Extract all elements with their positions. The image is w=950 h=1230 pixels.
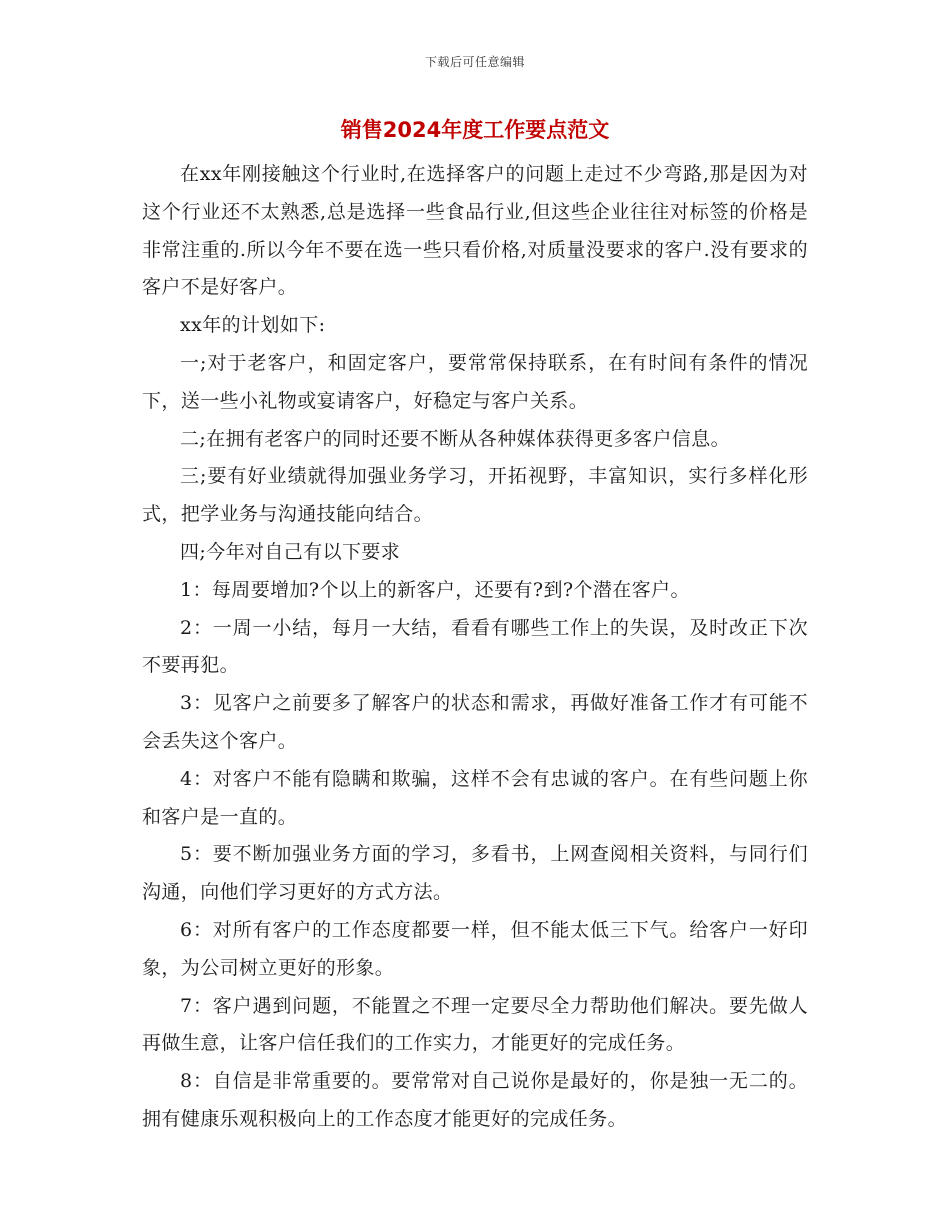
paragraph-plan-heading: xx年的计划如下: — [180, 314, 326, 337]
paragraph-item-4: 四;今年对自己有以下要求 — [180, 540, 401, 563]
paragraph-requirement-2: 2：一周一小结，每月一大结，看看有哪些工作上的失误，及时改正下次不要再犯。 — [142, 616, 808, 677]
paragraph-requirement-8: 8：自信是非常重要的。要常常对自己说你是最好的，你是独一无二的。拥有健康乐观积极向上的工作态度才能更好的完成任务。 — [142, 1070, 808, 1130]
document-body — [142, 156, 808, 1139]
page-header-note: 下载后可任意编辑 — [424, 55, 525, 69]
paragraph-item-2: 二;在拥有老客户的同时还要不断从各种媒体获得更多客户信息。 — [180, 427, 731, 450]
paragraph-intro: 在xx年刚接触这个行业时,在选择客户的问题上走过不少弯路,那是因为对这个行业还不太熟悉,总是选择一些食品行业,但这些企业往往对标签的价格是非常注重的.所以今年不要在选一些只看价格,对质量没要求的客户.没有要求的客户不是好客户。 — [142, 163, 808, 299]
paragraph-requirement-3: 3：见客户之前要多了解客户的状态和需求，再做好准备工作才有可能不会丢失这个客户。 — [142, 692, 808, 752]
document-title: 销售2024年度工作要点范文 — [340, 118, 610, 142]
paragraph-item-1: 一;对于老客户，和固定客户，要常常保持联系，在有时间有条件的情况下，送一些小礼物或宴请客户，好稳定与客户关系。 — [142, 351, 808, 412]
paragraph-requirement-1: 1：每周要增加?个以上的新客户，还要有?到?个潜在客户。 — [180, 578, 690, 601]
paragraph-item-3: 三;要有好业绩就得加强业务学习，开拓视野，丰富知识，实行多样化形式，把学业务与沟通技能向结合。 — [142, 465, 808, 526]
paragraph-requirement-4: 4：对客户不能有隐瞒和欺骗，这样不会有忠诚的客户。在有些问题上你和客户是一直的。 — [142, 767, 808, 828]
paragraph-requirement-7: 7：客户遇到问题，不能置之不理一定要尽全力帮助他们解决。要先做人再做生意，让客户信任我们的工作实力，才能更好的完成任务。 — [142, 994, 808, 1055]
paragraph-requirement-5: 5：要不断加强业务方面的学习，多看书，上网查阅相关资料，与同行们沟通，向他们学习更好的方式方法。 — [142, 843, 808, 904]
paragraph-requirement-6: 6：对所有客户的工作态度都要一样，但不能太低三下气。给客户一好印象，为公司树立更好的形象。 — [142, 918, 808, 979]
